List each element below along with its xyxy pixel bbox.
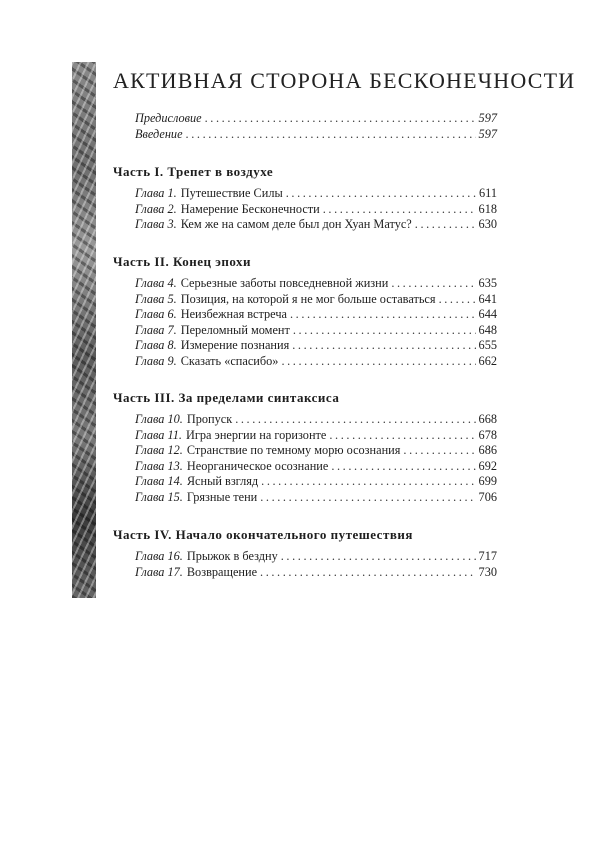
toc-entry[interactable] <box>135 217 497 233</box>
entry-title: Измерение познания <box>180 338 290 352</box>
page-number: 662 <box>478 353 497 368</box>
dot-leader <box>293 323 476 339</box>
dot-leader <box>391 276 475 292</box>
entry-title: Кем же на самом деле был дон Хуан Матус? <box>180 217 412 231</box>
page-number: 730 <box>478 564 497 579</box>
part-heading: Часть III. За пределами синтаксиса <box>113 390 340 405</box>
chapter-number: Глава 3. <box>135 217 177 231</box>
page-number: 648 <box>478 322 497 337</box>
entry-title: Прыжок в бездну <box>186 549 278 563</box>
chapter-number: Глава 17. <box>135 564 183 579</box>
toc-entry[interactable] <box>135 323 497 339</box>
chapter-number: Глава 11. <box>135 427 182 442</box>
dot-leader <box>235 412 475 428</box>
toc-entry[interactable] <box>135 565 497 581</box>
toc-entry[interactable] <box>135 428 497 444</box>
toc-entry[interactable] <box>135 307 497 323</box>
page-number: 678 <box>478 427 497 442</box>
toc-entry[interactable] <box>135 354 497 370</box>
page-number: 706 <box>478 489 497 504</box>
entry-title: Позиция, на которой я не мог больше оставаться <box>180 291 436 306</box>
dot-leader <box>281 549 476 565</box>
dot-leader <box>260 490 475 506</box>
toc-entry[interactable] <box>135 549 497 565</box>
dot-leader <box>281 354 475 370</box>
entry-title: Переломный момент <box>180 322 290 337</box>
toc-entry[interactable] <box>135 186 497 202</box>
dot-leader <box>331 459 475 475</box>
chapter-number: Глава 14. <box>135 474 183 488</box>
page-number: 618 <box>478 201 497 216</box>
chapter-number: Глава 5. <box>135 291 177 306</box>
chapter-number: Глава 16. <box>135 549 183 563</box>
chapter-number: Глава 13. <box>135 458 183 473</box>
part-4 <box>113 526 497 580</box>
entry-title: Неорганическое осознание <box>186 458 329 473</box>
dot-leader <box>290 307 476 323</box>
toc-entry[interactable] <box>135 338 497 354</box>
page-number: 635 <box>478 276 497 290</box>
chapter-number: Глава 7. <box>135 322 177 337</box>
dot-leader <box>260 565 476 581</box>
dot-leader <box>439 292 476 308</box>
toc-entry[interactable] <box>135 459 497 475</box>
chapter-number: Глава 6. <box>135 307 177 321</box>
toc-entry[interactable] <box>135 490 497 506</box>
chapter-number: Глава 4. <box>135 276 177 290</box>
entry-title: Путешествие Силы <box>180 186 283 200</box>
page-number: 692 <box>478 458 497 473</box>
front-matter <box>113 111 497 142</box>
page-number: 611 <box>479 186 497 200</box>
decorative-image-strip <box>72 62 96 598</box>
entry-title: Сказать «спасибо» <box>180 353 279 368</box>
page-number: 597 <box>478 111 497 125</box>
page-number: 641 <box>478 291 497 306</box>
page-number: 655 <box>478 338 497 352</box>
chapter-number: Глава 9. <box>135 353 177 368</box>
chapter-number: Глава 10. <box>135 412 183 426</box>
entry-title: Грязные тени <box>186 489 258 504</box>
toc-entry[interactable] <box>135 292 497 308</box>
part-3 <box>113 389 497 505</box>
toc-entry[interactable] <box>135 412 497 428</box>
chapter-number: Глава 1. <box>135 186 177 200</box>
entry-title: Неизбежная встреча <box>180 307 287 321</box>
dot-leader <box>286 186 476 202</box>
dot-leader <box>329 428 475 444</box>
chapter-number: Глава 2. <box>135 201 177 216</box>
dot-leader <box>186 127 476 143</box>
part-heading: Часть II. Конец эпохи <box>113 254 251 269</box>
entry-title: Введение <box>135 126 183 141</box>
page-number: 686 <box>478 443 497 457</box>
dot-leader <box>292 338 475 354</box>
part-1 <box>113 163 497 233</box>
dot-leader <box>403 443 475 459</box>
toc-entry[interactable] <box>135 127 497 143</box>
part-2 <box>113 253 497 369</box>
dot-leader <box>323 202 476 218</box>
chapter-number: Глава 8. <box>135 338 177 352</box>
entry-title: Предисловие <box>135 111 202 125</box>
page-number: 717 <box>478 549 497 563</box>
page-number: 668 <box>478 412 497 426</box>
entry-title: Серьезные заботы повседневной жизни <box>180 276 389 290</box>
entry-title: Игра энергии на горизонте <box>185 427 327 442</box>
entry-title: Странствие по темному морю осознания <box>186 443 401 457</box>
page-number: 699 <box>478 474 497 488</box>
toc-entry[interactable] <box>135 276 497 292</box>
chapter-number: Глава 15. <box>135 489 183 504</box>
page-title: АКТИВНАЯ СТОРОНА БЕСКОНЕЧНОСТИ <box>113 68 576 93</box>
dot-leader <box>205 111 476 127</box>
toc-entry[interactable] <box>135 111 497 127</box>
chapter-number: Глава 12. <box>135 443 183 457</box>
entry-title: Намерение Бесконечности <box>180 201 320 216</box>
dot-leader <box>415 217 476 233</box>
part-heading: Часть IV. Начало окончательного путешествия <box>113 527 413 542</box>
toc-entry[interactable] <box>135 474 497 490</box>
entry-title: Возвращение <box>186 564 258 579</box>
dot-leader <box>261 474 475 490</box>
toc-entry[interactable] <box>135 202 497 218</box>
page-number: 644 <box>478 307 497 321</box>
page-number: 630 <box>478 217 497 231</box>
part-heading: Часть I. Трепет в воздухе <box>113 164 274 179</box>
entry-title: Пропуск <box>186 412 233 426</box>
page-number: 597 <box>478 126 497 141</box>
entry-title: Ясный взгляд <box>186 474 259 488</box>
toc-entry[interactable] <box>135 443 497 459</box>
